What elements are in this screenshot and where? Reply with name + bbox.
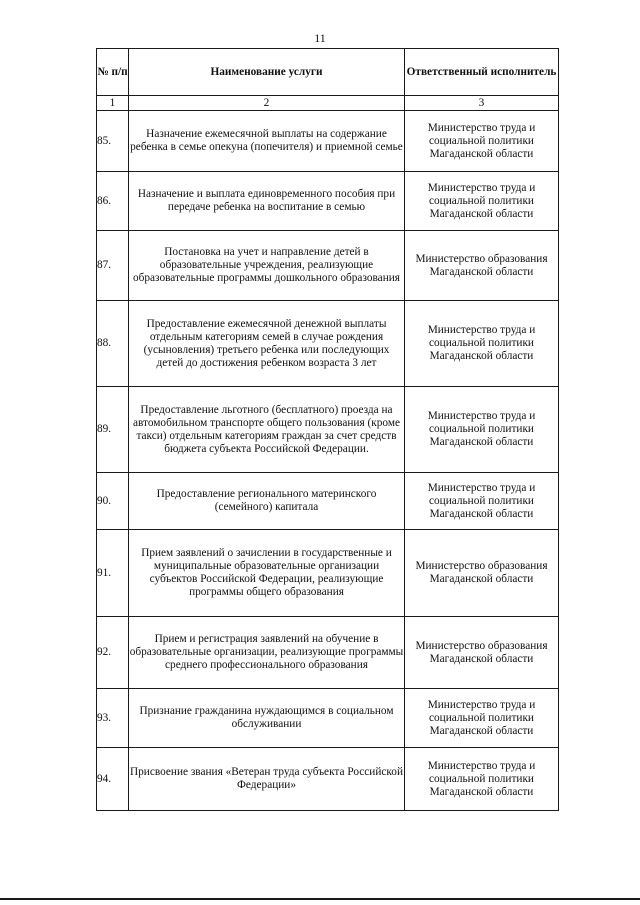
service-name: Признание гражданина нуждающимся в социальном обслуживании (129, 689, 405, 748)
header-exec: Ответственный исполнитель (405, 49, 559, 96)
table-row (97, 748, 559, 811)
table-row (97, 689, 559, 748)
row-number: 89. (97, 387, 129, 473)
row-number: 85. (97, 111, 129, 172)
responsible-executor: Министерство образования Магаданской области (405, 530, 559, 617)
responsible-executor: Министерство образования Магаданской области (405, 231, 559, 301)
table-row (97, 111, 559, 172)
column-index-row (97, 96, 559, 111)
page-number: 11 (314, 31, 326, 45)
table-row (97, 301, 559, 387)
row-number: 86. (97, 172, 129, 231)
scan-bottom-edge (0, 898, 640, 900)
service-name: Назначение и выплата единовременного пособия при передаче ребенка на воспитание в семью (129, 172, 405, 231)
responsible-executor: Министерство труда и социальной политики Магаданской области (405, 748, 559, 811)
row-number: 93. (97, 689, 129, 748)
header-name: Наименование услуги (129, 49, 405, 96)
table-row (97, 530, 559, 617)
table-row (97, 231, 559, 301)
row-number: 88. (97, 301, 129, 387)
responsible-executor: Министерство труда и социальной политики Магаданской области (405, 301, 559, 387)
service-name: Предоставление ежемесячной денежной выплаты отдельным категориям семей в случае рождения (усыновления) третьего ребенка или последующих детей до достижения ребенком возраста 3 лет (129, 301, 405, 387)
row-number: 90. (97, 473, 129, 530)
service-name: Присвоение звания «Ветеран труда субъекта Российской Федерации» (129, 748, 405, 811)
service-name: Назначение ежемесячной выплаты на содержание ребенка в семье опекуна (попечителя) и приемной семье (129, 111, 405, 172)
services-table (96, 48, 559, 811)
table-row (97, 617, 559, 689)
responsible-executor: Министерство труда и социальной политики Магаданской области (405, 387, 559, 473)
responsible-executor: Министерство образования Магаданской области (405, 617, 559, 689)
column-index-2: 2 (129, 96, 405, 111)
column-index-1: 1 (97, 96, 129, 111)
row-number: 91. (97, 530, 129, 617)
header-num: № п/п (97, 49, 129, 96)
responsible-executor: Министерство труда и социальной политики Магаданской области (405, 172, 559, 231)
service-name: Предоставление льготного (бесплатного) проезда на автомобильном транспорте общего пользования (кроме такси) отдельным категориям граждан за счет средств бюджета субъекта Российской Федерации. (129, 387, 405, 473)
table-header-row (97, 49, 559, 96)
column-index-3: 3 (405, 96, 559, 111)
responsible-executor: Министерство труда и социальной политики Магаданской области (405, 473, 559, 530)
row-number: 87. (97, 231, 129, 301)
responsible-executor: Министерство труда и социальной политики Магаданской области (405, 689, 559, 748)
service-name: Постановка на учет и направление детей в образовательные учреждения, реализующие образовательные программы дошкольного образования (129, 231, 405, 301)
responsible-executor: Министерство труда и социальной политики Магаданской области (405, 111, 559, 172)
table-row (97, 172, 559, 231)
service-name: Предоставление регионального материнского (семейного) капитала (129, 473, 405, 530)
row-number: 94. (97, 748, 129, 811)
table-row (97, 387, 559, 473)
service-name: Прием заявлений о зачислении в государственные и муниципальные образовательные организации субъектов Российской Федерации, реализующие программы общего образования (129, 530, 405, 617)
service-name: Прием и регистрация заявлений на обучение в образовательные организации, реализующие программы среднего профессионального образования (129, 617, 405, 689)
row-number: 92. (97, 617, 129, 689)
table-row (97, 473, 559, 530)
